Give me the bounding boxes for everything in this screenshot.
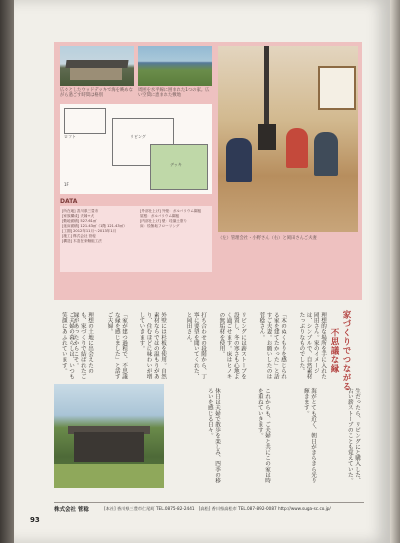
data-title: DATA [60,198,78,205]
page-number: 93 [30,516,40,524]
floor-plan [60,104,212,194]
interior-photo [218,46,358,232]
deck-label: デッキ [170,162,182,167]
article-column: 海がとても近く、朝日がきらきら光り輝きます。 [302,388,316,484]
article-column: ご夫婦の暮らしは、いつも笑顔にあふれています。 [60,312,74,380]
house-caption: 広々としたウッドデッキで海を眺めながら過ごす時間は格別 [60,88,133,99]
article-column: 打ち合わせの段階から、丁寧に要望を聞いてくれた、と岡田さん。 [185,312,206,380]
sea-caption: 周囲を水平線に囲まれた1つの家。広い空間に恵まれた敷地 [138,88,210,99]
article-column: 理想の土地に出会えたのも、家づくりで結ばれたご縁があったからこそ。 [72,312,93,380]
article-column: リビングには薪ストーブを設置し、冬の寒さも心地よく過ごせます。床はヒノキの無垢材を使用。 [218,312,246,380]
data-line: [家族構成] 夫婦+犬 [62,214,95,218]
data-line: [工期] 2012年11月〜2013年1月 [62,229,117,233]
footer-address: [本社] 香川県三豊市仁尾町 TEL.0875-82-2441 [高松] 香川県高松市 TEL.087-892-0087 http://www.suga-sc.co.jp/ [104,506,331,511]
data-line: [所在地] 香川県三豊市 [62,209,99,213]
footer-company: 株式会社 菅稔 [54,507,89,513]
room-label: リビング [130,134,146,139]
exterior-photo [54,384,164,488]
book-spine [0,0,14,543]
sea-view-photo [138,46,212,86]
article-column: 休日は夫婦で散歩を楽しみ、四季の移ろいを感じる日々。 [206,388,220,484]
data-line: [延床面積] 121.43㎡（1階 121.43㎡） [62,224,127,228]
article-column: 「木のぬくもりを感じられる家を建てたかった」と話すご夫妻。お願いしたのは菅稔さん。 [258,312,286,380]
loft-label: ロフト [64,134,76,139]
house-photo [60,46,134,86]
data-line: [内部仕上げ] 壁：珪藻土塗り [140,219,188,223]
data-line: [外部仕上げ] 外壁：ガルバリウム鋼板 [140,209,202,213]
data-line: 屋根：ガルバリウム鋼板 [140,214,180,218]
article-subheadline: 不思議な縁 [329,328,339,373]
article-column: 生だったら、リビングにと購入した、古い薪ストーブのことも覚えていた。 [346,388,360,484]
interior-caption: （左）管理会社・小野さん（右）と岡田さんご夫妻 [218,236,317,241]
article-column: 理想的な場所を手に入れた岡田さん。家のイメージは、シンプルで、自然素材たっぷりなものでした。 [298,312,326,380]
data-line: [施工] 株式会社 菅稔 [62,234,96,238]
data-line: 床：桧無垢フローリング [140,224,180,228]
article-column: これからも、ご夫婦と共にこの家は時を重ねていきます。 [256,388,270,484]
data-line: [敷地面積] 527.61㎡ [62,219,97,223]
page-edge [390,0,400,543]
floor-label: 1F [64,182,69,187]
article-column: 「家が建つ過程で、不思議な縁を感じました」と話すご夫婦。 [106,312,127,380]
article-column: 外壁には杉板を使用。自然素材ならではの温もりがあり、住むほどに味わいが増していきます。 [138,312,166,380]
article-headline: 家づくりでつながる [341,310,351,391]
data-line: [構造] 木造在来軸組工法 [62,239,102,243]
